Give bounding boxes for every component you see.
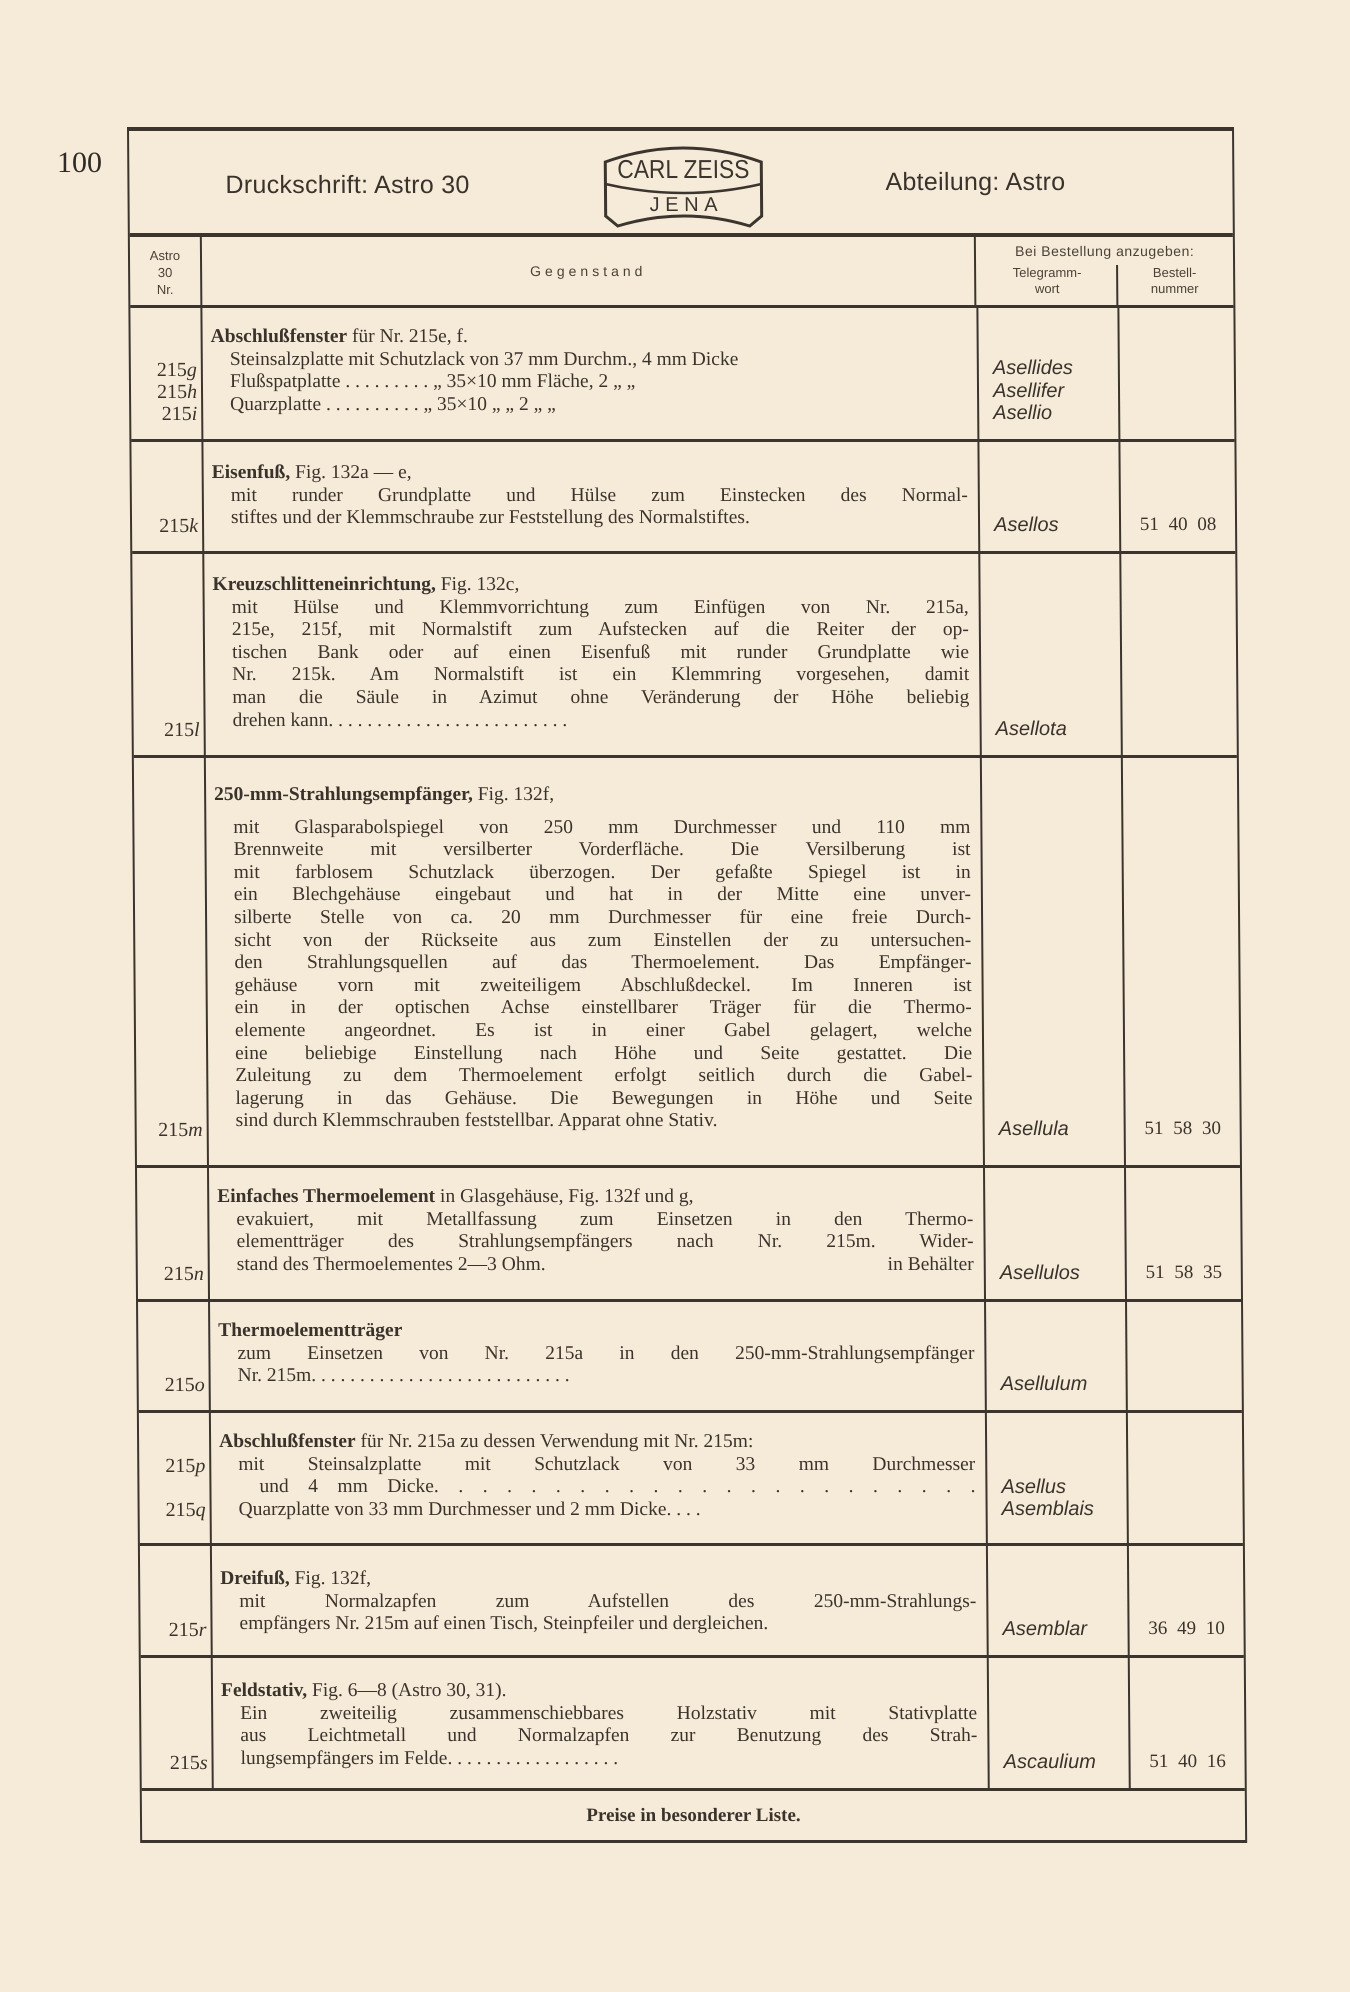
nr-cell (130, 308, 203, 439)
item-title-rest: Fig. 132c, (435, 574, 520, 595)
telegram-word: Asellio (993, 402, 1053, 425)
table-row (138, 1302, 1242, 1413)
order-number: 51 40 08 (1139, 514, 1217, 536)
telegram-word: Asellus (1001, 1475, 1067, 1498)
order-number: 51 58 35 (1145, 1262, 1223, 1284)
description-line: Quarzplatte von 33 mm Durchmesser und 2 mm Dicke. . . . (238, 1498, 701, 1520)
description-line: aus Leichtmetall und Normalzapfen zur Benutzung des Strah- (240, 1725, 978, 1747)
nr-cell (131, 442, 204, 551)
order-number: 51 40 16 (1149, 1751, 1226, 1773)
description-line: Ein zweiteilig zusammenschiebbares Holzstativ mit Stativplatte (240, 1702, 978, 1724)
item-number: 215n (163, 1263, 204, 1285)
table-row (134, 758, 1240, 1168)
description-line: sicht von der Rückseite aus zum Einstellen der zu untersuchen- (234, 929, 972, 951)
description-cell (211, 1413, 988, 1543)
description-line: lungsempfängers im Felde. . . . . . . . . . . . . . . . . . (240, 1747, 619, 1769)
nr-cell (132, 554, 206, 755)
table-row (131, 442, 1235, 554)
description-line: eine beliebige Einstellung nach Höhe und Seite gestattet. Die (235, 1042, 973, 1064)
table-row (137, 1168, 1241, 1302)
item-heading (211, 326, 967, 349)
description-line: ein in der optischen Achse einstellbarer Träger für die Thermo- (234, 997, 972, 1019)
order-number: 36 49 10 (1148, 1618, 1225, 1640)
telegram-word: Asellula (998, 1118, 1069, 1141)
footer-note: Preise in besonderer Liste. (586, 1804, 801, 1826)
nr-lines (132, 515, 198, 537)
item-title-rest: Fig. 132f, (289, 1568, 372, 1589)
description-line: Quarzplatte . . . . . . . . . . „ 35×10 „ „ 2 „ „ (230, 393, 556, 415)
description-line: elementträger des Strahlungsempfängers nach Nr. 215m. Wider- (236, 1231, 974, 1253)
item-number: 215l (163, 719, 200, 741)
description-text: stand des Thermoelementes 2—3 Ohm. (236, 1253, 546, 1275)
order-info-header (976, 237, 1233, 305)
description-line: ein Blechgehäuse eingebaut und hat in der Mitte eine unver- (233, 884, 971, 906)
catalog-table (127, 127, 1247, 1843)
description-line: evakuiert, mit Metallfassung zum Einsetzen in den Thermo- (236, 1208, 974, 1230)
bestell-cell (1127, 1302, 1242, 1410)
description-line: sind durch Klemmschrauben feststellbar. Apparat ohne Stativ. (235, 1110, 718, 1132)
telegram-cell (986, 1302, 1128, 1410)
item-title-rest: Fig. 132f, (472, 784, 555, 805)
item-number: 215r (168, 1619, 207, 1641)
description-line: mit Glasparabolspiegel von 250 mm Durchmesser und 110 mm (233, 816, 971, 838)
telegram-cell (979, 442, 1121, 551)
item-title: Eisenfuß, (211, 462, 291, 483)
nr-lines (138, 1263, 204, 1285)
item-title-rest: Fig. 132a — e, (290, 462, 412, 483)
telegram-cell (985, 1168, 1127, 1299)
description-line: gehäuse vorn mit zweiteiligem Abschlußdeckel. Im Inneren ist (234, 974, 972, 996)
telegram-cell (989, 1658, 1131, 1788)
item-number: 215g (156, 359, 197, 381)
description-line: Brennweite mit versilberter Vorderfläche. Die Versilberung ist (233, 839, 971, 861)
item-title-rest: für Nr. 215e, f. (347, 326, 468, 347)
telegram-column-header (977, 265, 1118, 297)
description-line: Nr. 215k. Am Normalstift ist ein Klemmring vorgesehen, damit (232, 664, 970, 686)
telegram-word: Ascaulium (1003, 1751, 1096, 1774)
description-line: tischen Bank oder auf einen Eisenfuß mit runder Grundplatte wie (231, 641, 970, 663)
page-number: 100 (57, 146, 102, 179)
item-heading (219, 1431, 975, 1454)
description-line: drehen kann. . . . . . . . . . . . . . . . . . . . . . . . . (232, 709, 568, 731)
header-line: wort (1034, 281, 1060, 296)
telegram-word: Asemblar (1002, 1618, 1088, 1641)
gegenstand-column-header: Gegenstand (202, 237, 977, 305)
header-line: Bestell- (1152, 265, 1197, 280)
title-band (129, 131, 1233, 237)
telegram-word: Asemblais (1001, 1498, 1094, 1521)
item-number: 215k (159, 515, 199, 537)
bestell-cell (1120, 442, 1235, 551)
item-title: Abschlußfenster (210, 326, 348, 347)
description-line: empfängers Nr. 215m auf einen Tisch, Steinpfeiler und dergleichen. (239, 1613, 769, 1635)
description-line: mit Normalzapfen zum Aufstellen des 250-mm-Strahlungs- (239, 1590, 977, 1612)
item-title: Kreuzschlitteneinrichtung, (212, 574, 436, 595)
telegram-cell (978, 308, 1120, 439)
nr-column-header (130, 237, 202, 305)
description-cell (206, 758, 985, 1165)
description-cell (212, 1546, 989, 1655)
telegram-cell (987, 1413, 1129, 1543)
bestell-cell (1128, 1413, 1243, 1543)
nr-cell (139, 1413, 212, 1543)
description-cell (202, 308, 979, 439)
carl-zeiss-logo (599, 140, 768, 230)
nr-header-line: 30 (157, 265, 173, 280)
item-number: 215h (156, 381, 198, 403)
nr-header-line: Astro (149, 248, 181, 263)
bestell-cell (1121, 554, 1237, 755)
bestell-cell (1119, 308, 1234, 439)
telegram-word: Asellides (992, 357, 1073, 380)
description-line: mit farblosem Schutzlack überzogen. Der gefaßte Spiegel ist in (233, 861, 971, 883)
item-number: 215i (161, 403, 198, 425)
description-line: Steinsalzplatte mit Schutzlack von 37 mm Durchm., 4 mm Dicke (229, 348, 739, 370)
description-cell (204, 554, 982, 755)
table-row (130, 308, 1234, 442)
telegram-word: Asellos (993, 514, 1059, 537)
description-line: Nr. 215m. . . . . . . . . . . . . . . . . . . . . . . . . . . (237, 1365, 570, 1387)
nr-cell (137, 1168, 210, 1299)
item-number: 215p (165, 1455, 206, 1477)
item-title-rest: Fig. 6—8 (Astro 30, 31). (307, 1680, 507, 1701)
telegram-cell (980, 554, 1123, 755)
druckschrift-label: Druckschrift: Astro 30 (225, 171, 470, 199)
nr-lines (139, 1455, 206, 1521)
item-title: Dreifuß, (220, 1568, 290, 1589)
item-number: 215m (158, 1119, 203, 1141)
item-title: 250-mm-Strahlungsempfänger, (214, 784, 473, 805)
telegram-word: Asellulos (999, 1262, 1080, 1285)
description-line: Flußspatplatte . . . . . . . . . „ 35×10 mm Fläche, 2 „ „ (229, 371, 636, 393)
description-cell (213, 1658, 990, 1788)
nr-lines (131, 359, 198, 425)
item-title-rest: in Glasgehäuse, Fig. 132f und g, (435, 1186, 694, 1207)
bestell-cell (1123, 758, 1240, 1165)
nr-cell (138, 1302, 211, 1410)
logo-line2: JENA (649, 194, 718, 216)
description-line: zum Einsetzen von Nr. 215a in den 250-mm-Strahlungsempfänger (237, 1342, 975, 1364)
item-heading (217, 1186, 973, 1209)
nr-header-line: Nr. (156, 282, 174, 297)
column-header-row (130, 237, 1234, 308)
item-heading (212, 574, 968, 597)
item-title: Abschlußfenster (219, 1431, 356, 1452)
bestell-cell (1130, 1658, 1245, 1788)
order-info-title: Bei Bestellung anzugeben: (1015, 243, 1195, 259)
item-number: 215q (165, 1499, 206, 1521)
telegram-word: Asellota (995, 718, 1067, 741)
description-cell (210, 1302, 987, 1410)
description-line: 215e, 215f, mit Normalstift zum Aufstecken auf die Reiter der op- (231, 619, 969, 641)
logo-line1: CARL ZEISS (617, 154, 768, 184)
description-line: mit runder Grundplatte und Hülse zum Einstecken des Normal- (230, 484, 968, 506)
item-heading (218, 1320, 974, 1343)
description-line: elemente angeordnet. Es ist in einer Gabel gelagert, welche (234, 1019, 973, 1041)
item-heading (212, 462, 968, 485)
nr-cell (141, 1658, 214, 1788)
nr-lines (141, 1752, 207, 1774)
header-line: Telegramm- (1012, 265, 1082, 280)
item-heading (214, 784, 970, 807)
description-line: und 4 mm Dicke. . . . . . . . . . . . . . . . . . . . . . . (259, 1476, 976, 1498)
telegram-word: Asellulum (1000, 1373, 1088, 1396)
nr-lines (137, 1119, 203, 1141)
telegram-word: Asellifer (992, 379, 1065, 402)
nr-cell (140, 1546, 213, 1655)
item-title: Einfaches Thermoelement (217, 1186, 436, 1207)
nr-lines (140, 1619, 206, 1641)
description-line: man die Säule in Azimut ohne Veränderung der Höhe beliebig (232, 686, 970, 708)
order-number: 51 58 30 (1144, 1118, 1222, 1140)
telegram-cell (988, 1546, 1130, 1655)
item-title: Feldstativ, (220, 1680, 308, 1701)
description-line: mit Steinsalzplatte mit Schutzlack von 33 mm Durchmesser (238, 1453, 976, 1475)
telegram-cell (982, 758, 1126, 1165)
description-cell (203, 442, 980, 551)
nr-lines (139, 1374, 205, 1396)
description-line: mit Hülse und Klemmvorrichtung zum Einfügen von Nr. 215a, (231, 596, 969, 618)
nr-cell (134, 758, 209, 1165)
table-row (132, 554, 1237, 758)
description-line: silberte Stelle von ca. 20 mm Durchmesser für eine freie Durch- (233, 906, 972, 928)
header-line: nummer (1150, 281, 1199, 296)
description-line: stiftes und der Klemmschraube zur Feststellung des Normalstiftes. (230, 507, 750, 529)
item-number: 215s (169, 1752, 208, 1774)
description-line (218, 1254, 974, 1277)
bestell-cell (1126, 1168, 1241, 1299)
description-line: Zuleitung zu dem Thermoelement erfolgt seitlich durch die Gabel- (235, 1065, 973, 1087)
table-row (140, 1546, 1244, 1658)
bestell-column-header (1118, 265, 1232, 297)
nr-lines (134, 719, 200, 741)
bestell-cell (1129, 1546, 1244, 1655)
table-row (139, 1413, 1243, 1546)
table-row (141, 1658, 1245, 1791)
item-heading (220, 1568, 976, 1591)
item-number: 215o (164, 1374, 205, 1396)
description-cell (209, 1168, 986, 1299)
item-heading (221, 1680, 977, 1703)
description-line: lagerung in das Gehäuse. Die Bewegungen in Höhe und Seite (235, 1087, 973, 1109)
packaging-note: in Behälter (887, 1253, 974, 1275)
item-title-rest: für Nr. 215a zu dessen Verwendung mit Nr. 215m: (355, 1431, 754, 1452)
abteilung-label: Abteilung: Astro (885, 168, 1066, 196)
item-title: Thermoelementträger (218, 1320, 403, 1341)
description-line: den Strahlungsquellen auf das Thermoelement. Das Empfänger- (234, 952, 972, 974)
